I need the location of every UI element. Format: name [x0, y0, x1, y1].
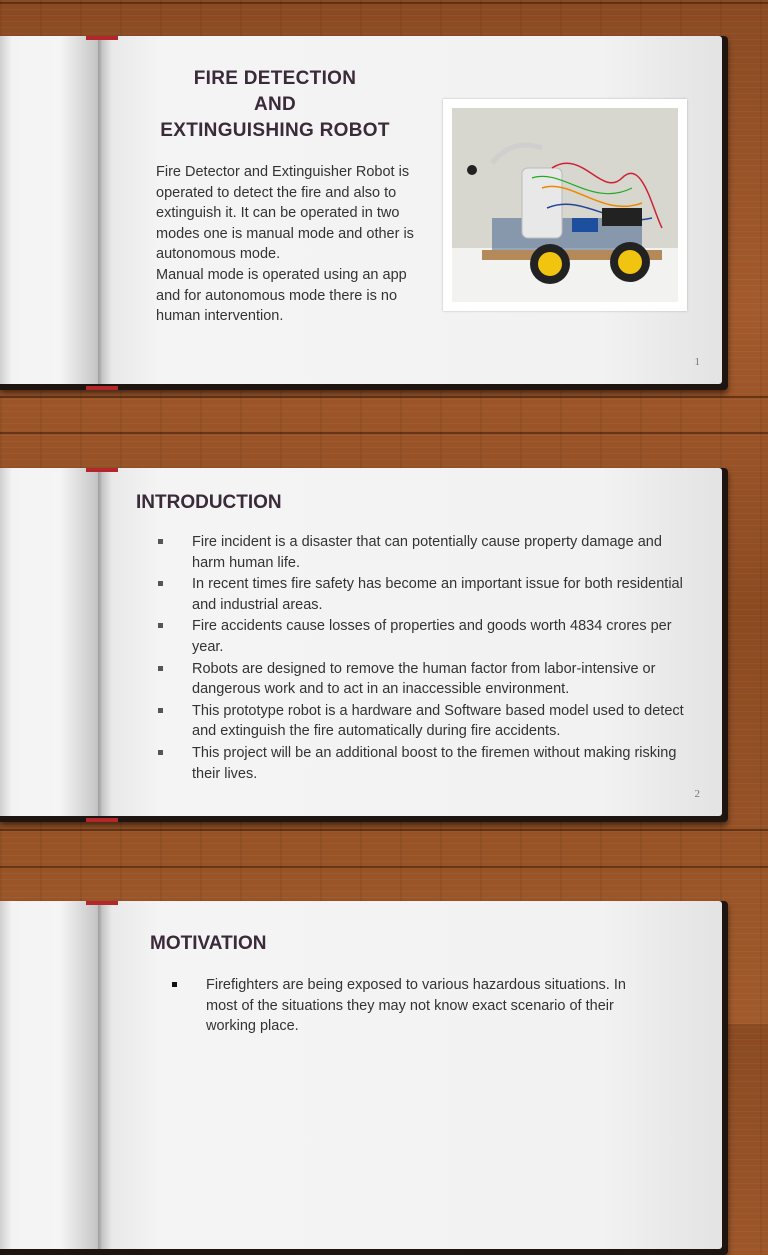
- title-line: FIRE DETECTION: [193, 68, 357, 89]
- square-bullet-icon: [158, 708, 163, 713]
- bullet-list: [156, 532, 696, 785]
- list-item-text: Fire incident is a disaster that can potentially cause property damage and harm human life.: [192, 534, 662, 571]
- slide-title: INTRODUCTION: [136, 492, 282, 513]
- list-item-text: This project will be an additional boost to the firemen without making risking their lives.: [192, 744, 677, 782]
- square-bullet-icon: [158, 539, 163, 544]
- list-item: [156, 743, 696, 784]
- slide-3: [0, 901, 728, 1255]
- bookmark-ribbon: [86, 386, 118, 390]
- slide-title: MOTIVATION: [150, 933, 267, 954]
- page-number: 2: [694, 788, 700, 800]
- title-line: EXTINGUISHING ROBOT: [160, 120, 390, 141]
- robot-photo-frame: [443, 99, 687, 311]
- book-page: [0, 901, 722, 1249]
- bookmark-ribbon: [86, 468, 118, 472]
- list-item-text: Fire accidents cause losses of properties and goods worth 4834 crores per year.: [192, 618, 672, 655]
- slide-description: [156, 162, 426, 327]
- robot-photo: [452, 108, 678, 302]
- square-bullet-icon: [158, 581, 163, 586]
- bookmark-ribbon: [86, 36, 118, 40]
- list-item: [156, 616, 696, 657]
- list-item: [156, 574, 696, 615]
- list-item: [156, 532, 696, 573]
- slide-2: [0, 468, 728, 822]
- square-bullet-icon: [158, 666, 163, 671]
- slide-title: [140, 66, 410, 144]
- bullet-list: [170, 975, 650, 1038]
- square-bullet-icon: [158, 750, 163, 755]
- bookmark-ribbon: [86, 901, 118, 905]
- title-line: AND: [253, 94, 297, 115]
- square-bullet-icon: [172, 982, 177, 987]
- slide-1: [0, 36, 728, 390]
- bookmark-ribbon: [86, 818, 118, 822]
- list-item-text: Firefighters are being exposed to various hazardous situations. In most of the situations they may not know exact scenario of their working place.: [206, 977, 626, 1035]
- square-bullet-icon: [158, 623, 163, 628]
- robot-illustration: [452, 108, 678, 302]
- list-item-text: This prototype robot is a hardware and Software based model used to detect and extinguish the fire automatically during fire accidents.: [192, 702, 684, 740]
- list-item-text: Robots are designed to remove the human factor from labor-intensive or dangerous work and to act in an inaccessible environment.: [192, 660, 656, 698]
- description-text: Fire Detector and Extinguisher Robot is operated to detect the fire and also to extinguish it. It can be operated in two modes one is manual mode and other is autonomous mode. Manual mode is operated using an app and for autonomous mode there is no human intervention.: [156, 164, 414, 325]
- list-item: [156, 659, 696, 700]
- list-item-text: In recent times fire safety has become an important issue for both residential and industrial areas.: [192, 576, 683, 613]
- list-item: [156, 701, 696, 742]
- list-item: [170, 975, 650, 1037]
- page-number: 1: [694, 356, 700, 368]
